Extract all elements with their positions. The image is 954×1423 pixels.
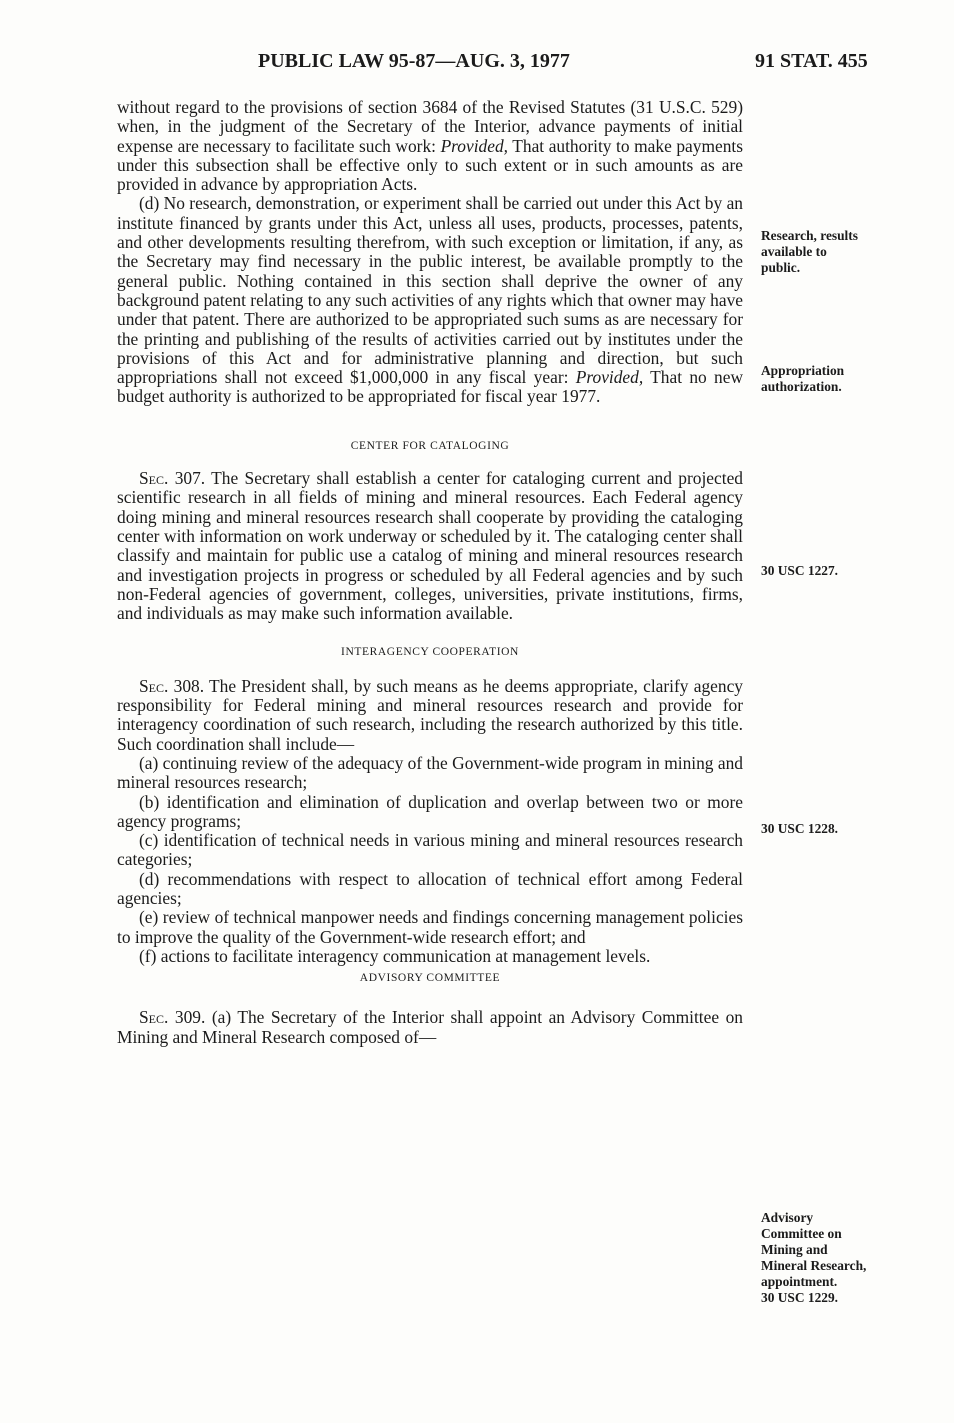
section-307: Sec. 307. The Secretary shall establish a center for cataloging current and projected scientific research in all fields of mining and mineral resources. Each Federal agency doing mining and mineral resources research shall cooperate by providing the cataloging center with information on work underway or scheduled by it. The cataloging center shall classify and maintain for public use a catalog of mining and mineral resources research and investigation projects in progress or scheduled by all Federal agencies and by such non-Federal agencies of government, colleges, universities, private institutions, firms, and individuals as may make such information available.	[117, 468, 743, 624]
list-item: (c) identification of technical needs in various mining and mineral resources research categories;	[117, 830, 743, 870]
statute-page-number: 91 STAT. 455	[755, 50, 868, 72]
running-title: PUBLIC LAW 95-87—AUG. 3, 1977	[258, 50, 570, 72]
section-heading-advisory: ADVISORY COMMITTEE	[359, 972, 501, 985]
section-heading-cataloging: CENTER FOR CATALOGING	[350, 439, 510, 452]
section-309: Sec. 309. (a) The Secretary of the Interior shall appoint an Advisory Committee on Mining and Mineral Research composed of—	[117, 1007, 743, 1047]
list-item: (b) identification and elimination of duplication and overlap between two or more agency programs;	[117, 791, 743, 831]
section-heading-interagency: INTERAGENCY COOPERATION	[341, 646, 519, 659]
margin-note-usc-1227: 30 USC 1227.	[761, 563, 839, 578]
margin-note-advisory: Advisory Committee on Mining and Mineral Research, appointment. 30 USC 1229.	[761, 1210, 867, 1305]
paragraph-continuation: without regard to the provisions of section 3684 of the Revised Statutes (31 U.S.C. 529) when, in the judgment of the Secretary of the Interior, advance payments of initial expense are necessary to facilitate such work: Provided, That authority to make payments under this subsection shall be effective only to such extent or in such amounts as are provided in advance by appropriation Acts.	[117, 97, 743, 195]
margin-note-research: Research, results available to public.	[761, 228, 858, 275]
list-item: (f) actions to facilitate interagency communication at management levels.	[139, 945, 651, 966]
main-text	[117, 98, 743, 1047]
list-item: (d) recommendations with respect to allocation of technical effort among Federal agencies;	[117, 868, 743, 908]
margin-note-appropriation: Appropriation authorization.	[761, 363, 845, 394]
margin-note-usc-1228: 30 USC 1228.	[761, 821, 839, 836]
list-item: (a) continuing review of the adequacy of the Government-wide program in mining and mineral resources research;	[117, 752, 743, 793]
section-308: Sec. 308. The President shall, by such means as he deems appropriate, clarify agency responsibility for Federal mining and mineral resources research and provide for interagency coordination of such research, including the research authorized by this title. Such coordination shall include—	[117, 675, 743, 754]
list-item: (e) review of technical manpower needs and findings concerning management policies to improve the quality of the Government-wide research effort; and	[117, 907, 743, 947]
page-header	[0, 50, 954, 80]
paragraph-subsection-d: (d) No research, demonstration, or experiment shall be carried out under this Act by an institute financed by grants under this Act, unless all uses, products, processes, patents, and other developments resulting therefrom, with such exception or limitation, if any, as the Secretary may find necessary in the public interest, be available promptly to the general public. Nothing contained in this section shall deprive the owner of any background patent relating to any such activities of any rights which that owner may have under that patent. There are authorized to be appropriated such sums as are necessary for the printing and publishing of the results of activities carried out by institutes under the provisions of this Act and for administrative planning and direction, but such appropriations shall not exceed $1,000,000 in any fiscal year: Provided, That no new budget authority is authorized to be appropriated for fiscal year 1977.	[117, 193, 744, 407]
